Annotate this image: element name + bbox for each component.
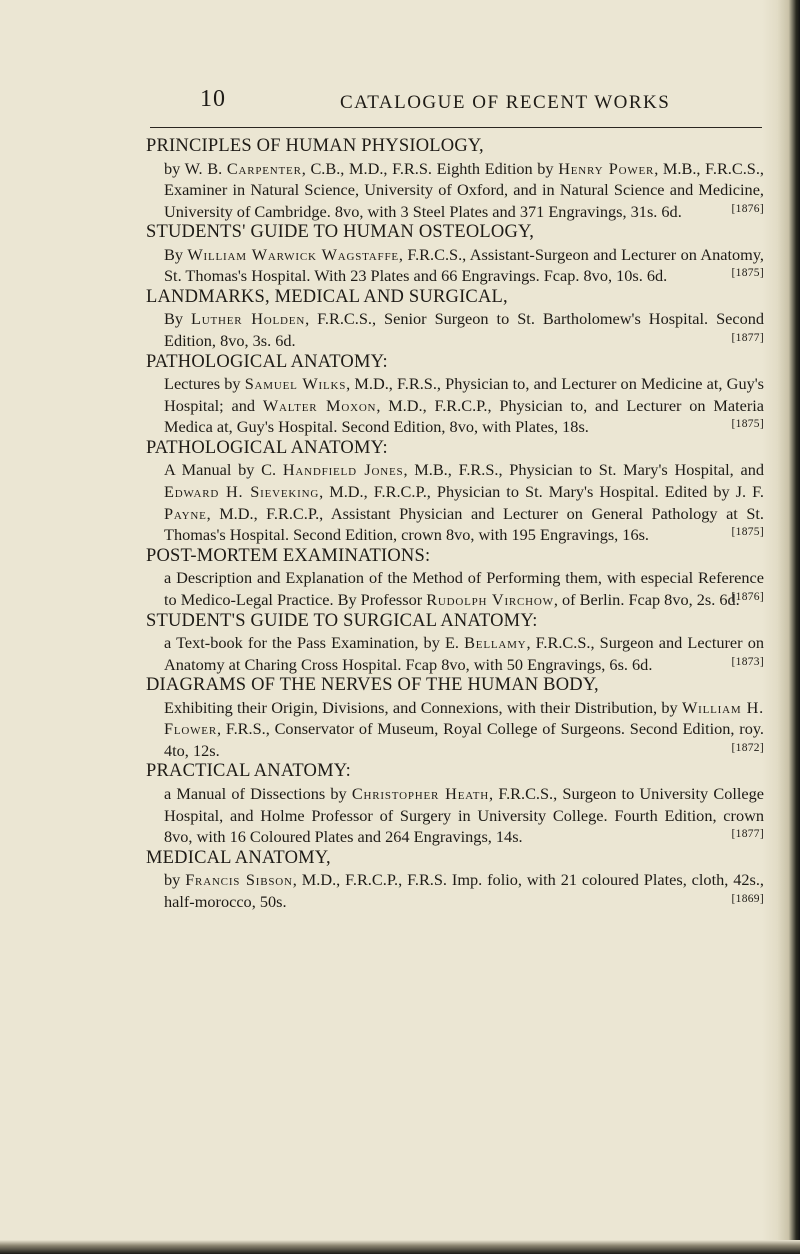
entry-text: , F.R.C.S., Surgeon to University College Hospital, and Holme Professor of Surgery in University College. Fourth Edition, crown 8vo, with 16 Coloured Plates and 264 Engravings, 14s. [164, 783, 764, 847]
entry-description [146, 158, 764, 223]
author-name: William H. Flower [164, 697, 764, 739]
entry-text: a Manual of Dissections by [164, 783, 352, 803]
entry-text: by [164, 870, 186, 890]
entry-description [146, 783, 764, 848]
entry-text: By [164, 244, 188, 264]
publication-year: [1875] [731, 267, 764, 280]
entry-text: a Description and Explanation of the Method of Performing them, with especial Reference to Medico-Legal Practice. By Professor [164, 568, 764, 609]
catalogue-entry [146, 438, 764, 546]
catalogue-entry [146, 136, 764, 222]
entry-title: LANDMARKS, MEDICAL AND SURGICAL, [146, 286, 508, 307]
entry-title: PRACTICAL ANATOMY: [146, 761, 351, 782]
entry-text: a Text-book for the Pass Examination, by E. [164, 633, 465, 652]
publication-year: [1876] [731, 590, 764, 603]
entry-text: , M.D., F.R.C.P., Assistant Physician and Lecturer on General Pathology at St. Thomas's Hospital. Second Edition, crown 8vo, with 195 Engravings, 16s. [164, 503, 764, 545]
author-name: Samuel Wilks [244, 374, 347, 394]
entry-text: by W. B. [164, 158, 227, 178]
author-name: Henry Power [558, 158, 655, 178]
entry-description [146, 459, 764, 545]
page-binding-edge [762, 0, 800, 1254]
author-name: Walter Moxon [262, 395, 377, 415]
page-bottom-edge [0, 1240, 800, 1254]
entry-text: A Manual by C. [164, 460, 283, 480]
entry-text: , M.D., F.R.C.P., Physician to, and Lecturer on Materia Medica at, Guy's Hospital. Second Edition, 8vo, with Plates, 18s. [164, 395, 765, 437]
catalogue-entry [146, 287, 764, 352]
entry-text: , F.R.C.S., Surgeon and Lecturer on Anatomy at Charing Cross Hospital. Fcap 8vo, with 50 Engravings, 6s. 6d. [164, 633, 764, 674]
entry-description [146, 697, 764, 762]
entry-text: , C.B., M.D., F.R.S. Eighth Edition by [301, 158, 559, 178]
catalogue-entry [146, 546, 764, 611]
entry-text: By [164, 309, 192, 329]
entry-description [146, 373, 764, 438]
entry-text: Exhibiting their Origin, Divisions, and Connexions, with their Distribution, by [164, 697, 682, 717]
entry-description [146, 244, 764, 287]
publication-year: [1875] [731, 418, 764, 431]
publication-year: [1877] [731, 332, 764, 345]
catalogue-entries [146, 136, 764, 912]
entry-description [146, 869, 764, 912]
author-name: Bellamy [464, 633, 527, 652]
catalogue-entry [146, 848, 764, 913]
entry-title: PRINCIPLES OF HUMAN PHYSIOLOGY, [146, 136, 484, 156]
entry-title: MEDICAL ANATOMY, [146, 847, 331, 868]
entry-text: , M.D., F.R.S., Physician to, and Lecturer on Medicine at, Guy's Hospital; and [164, 374, 764, 415]
publication-year: [1872] [731, 741, 764, 754]
catalogue-entry [146, 222, 764, 287]
entry-text: , F.R.C.S., Senior Surgeon to St. Bartholomew's Hospital. Second Edition, 8vo, 3s. 6d. [164, 309, 764, 351]
author-name: Handfield Jones [282, 460, 404, 480]
publication-year: [1869] [731, 892, 764, 905]
publication-year: [1877] [731, 828, 764, 841]
author-name: Luther Holden [191, 309, 306, 329]
header-rule [150, 127, 762, 128]
entry-title: DIAGRAMS OF THE NERVES OF THE HUMAN BODY, [146, 675, 599, 696]
catalogue-entry [146, 352, 764, 438]
entry-text: , F.R.C.S., Assistant-Surgeon and Lecturer on Anatomy, St. Thomas's Hospital. With 23 Plates and 66 Engravings. Fcap. 8vo, 10s. 6d. [164, 244, 764, 286]
entry-text: , F.R.S., Conservator of Museum, Royal College of Surgeons. Second Edition, roy. 4to, 12s. [164, 719, 764, 760]
catalogue-entry [146, 675, 764, 761]
entry-title: PATHOLOGICAL ANATOMY: [146, 351, 388, 372]
catalogue-entry [146, 761, 764, 847]
author-name: Christopher Heath [351, 783, 490, 803]
publication-year: [1876] [731, 202, 764, 215]
author-name: Payne [164, 503, 207, 523]
page-number: 10 [200, 86, 226, 112]
author-name: Carpenter [226, 158, 302, 178]
entry-text: Lectures by [164, 374, 245, 394]
author-name: Rudolph Virchow [426, 589, 554, 609]
entry-text: , of Berlin. Fcap 8vo, 2s. 6d. [553, 589, 740, 609]
entry-text: , M.D., F.R.C.P., F.R.S. Imp. folio, with 21 coloured Plates, cloth, 42s., half-morocco, 50s. [164, 870, 764, 911]
entry-text: , M.B., F.R.S., Physician to St. Mary's Hospital, and [403, 460, 764, 480]
entry-description [146, 567, 764, 610]
author-name: William Warwick Wagstaffe [187, 244, 399, 264]
entry-description [146, 632, 764, 675]
entry-description [146, 308, 764, 351]
publication-year: [1873] [731, 655, 764, 668]
entry-text: , M.B., F.R.C.S., Examiner in Natural Science, University of Oxford, and in Natural Science and Medicine, University of Cambridge. 8vo, with 3 Steel Plates and 371 Engravings, 31s. 6d. [164, 158, 764, 221]
publication-year: [1875] [731, 526, 764, 539]
author-name: Edward H. Sieveking [164, 482, 320, 502]
page-header [200, 86, 760, 126]
author-name: Francis Sibson [185, 870, 293, 890]
entry-title: STUDENTS' GUIDE TO HUMAN OSTEOLOGY, [146, 222, 535, 243]
running-title: CATALOGUE OF RECENT WORKS [340, 92, 671, 113]
entry-text: , M.D., F.R.C.P., Physician to St. Mary's Hospital. Edited by J. F. [319, 482, 764, 502]
entry-title: POST-MORTEM EXAMINATIONS: [146, 545, 431, 566]
catalogue-entry [146, 611, 764, 676]
entry-title: STUDENT'S GUIDE TO SURGICAL ANATOMY: [146, 610, 538, 631]
entry-title: PATHOLOGICAL ANATOMY: [146, 437, 388, 458]
